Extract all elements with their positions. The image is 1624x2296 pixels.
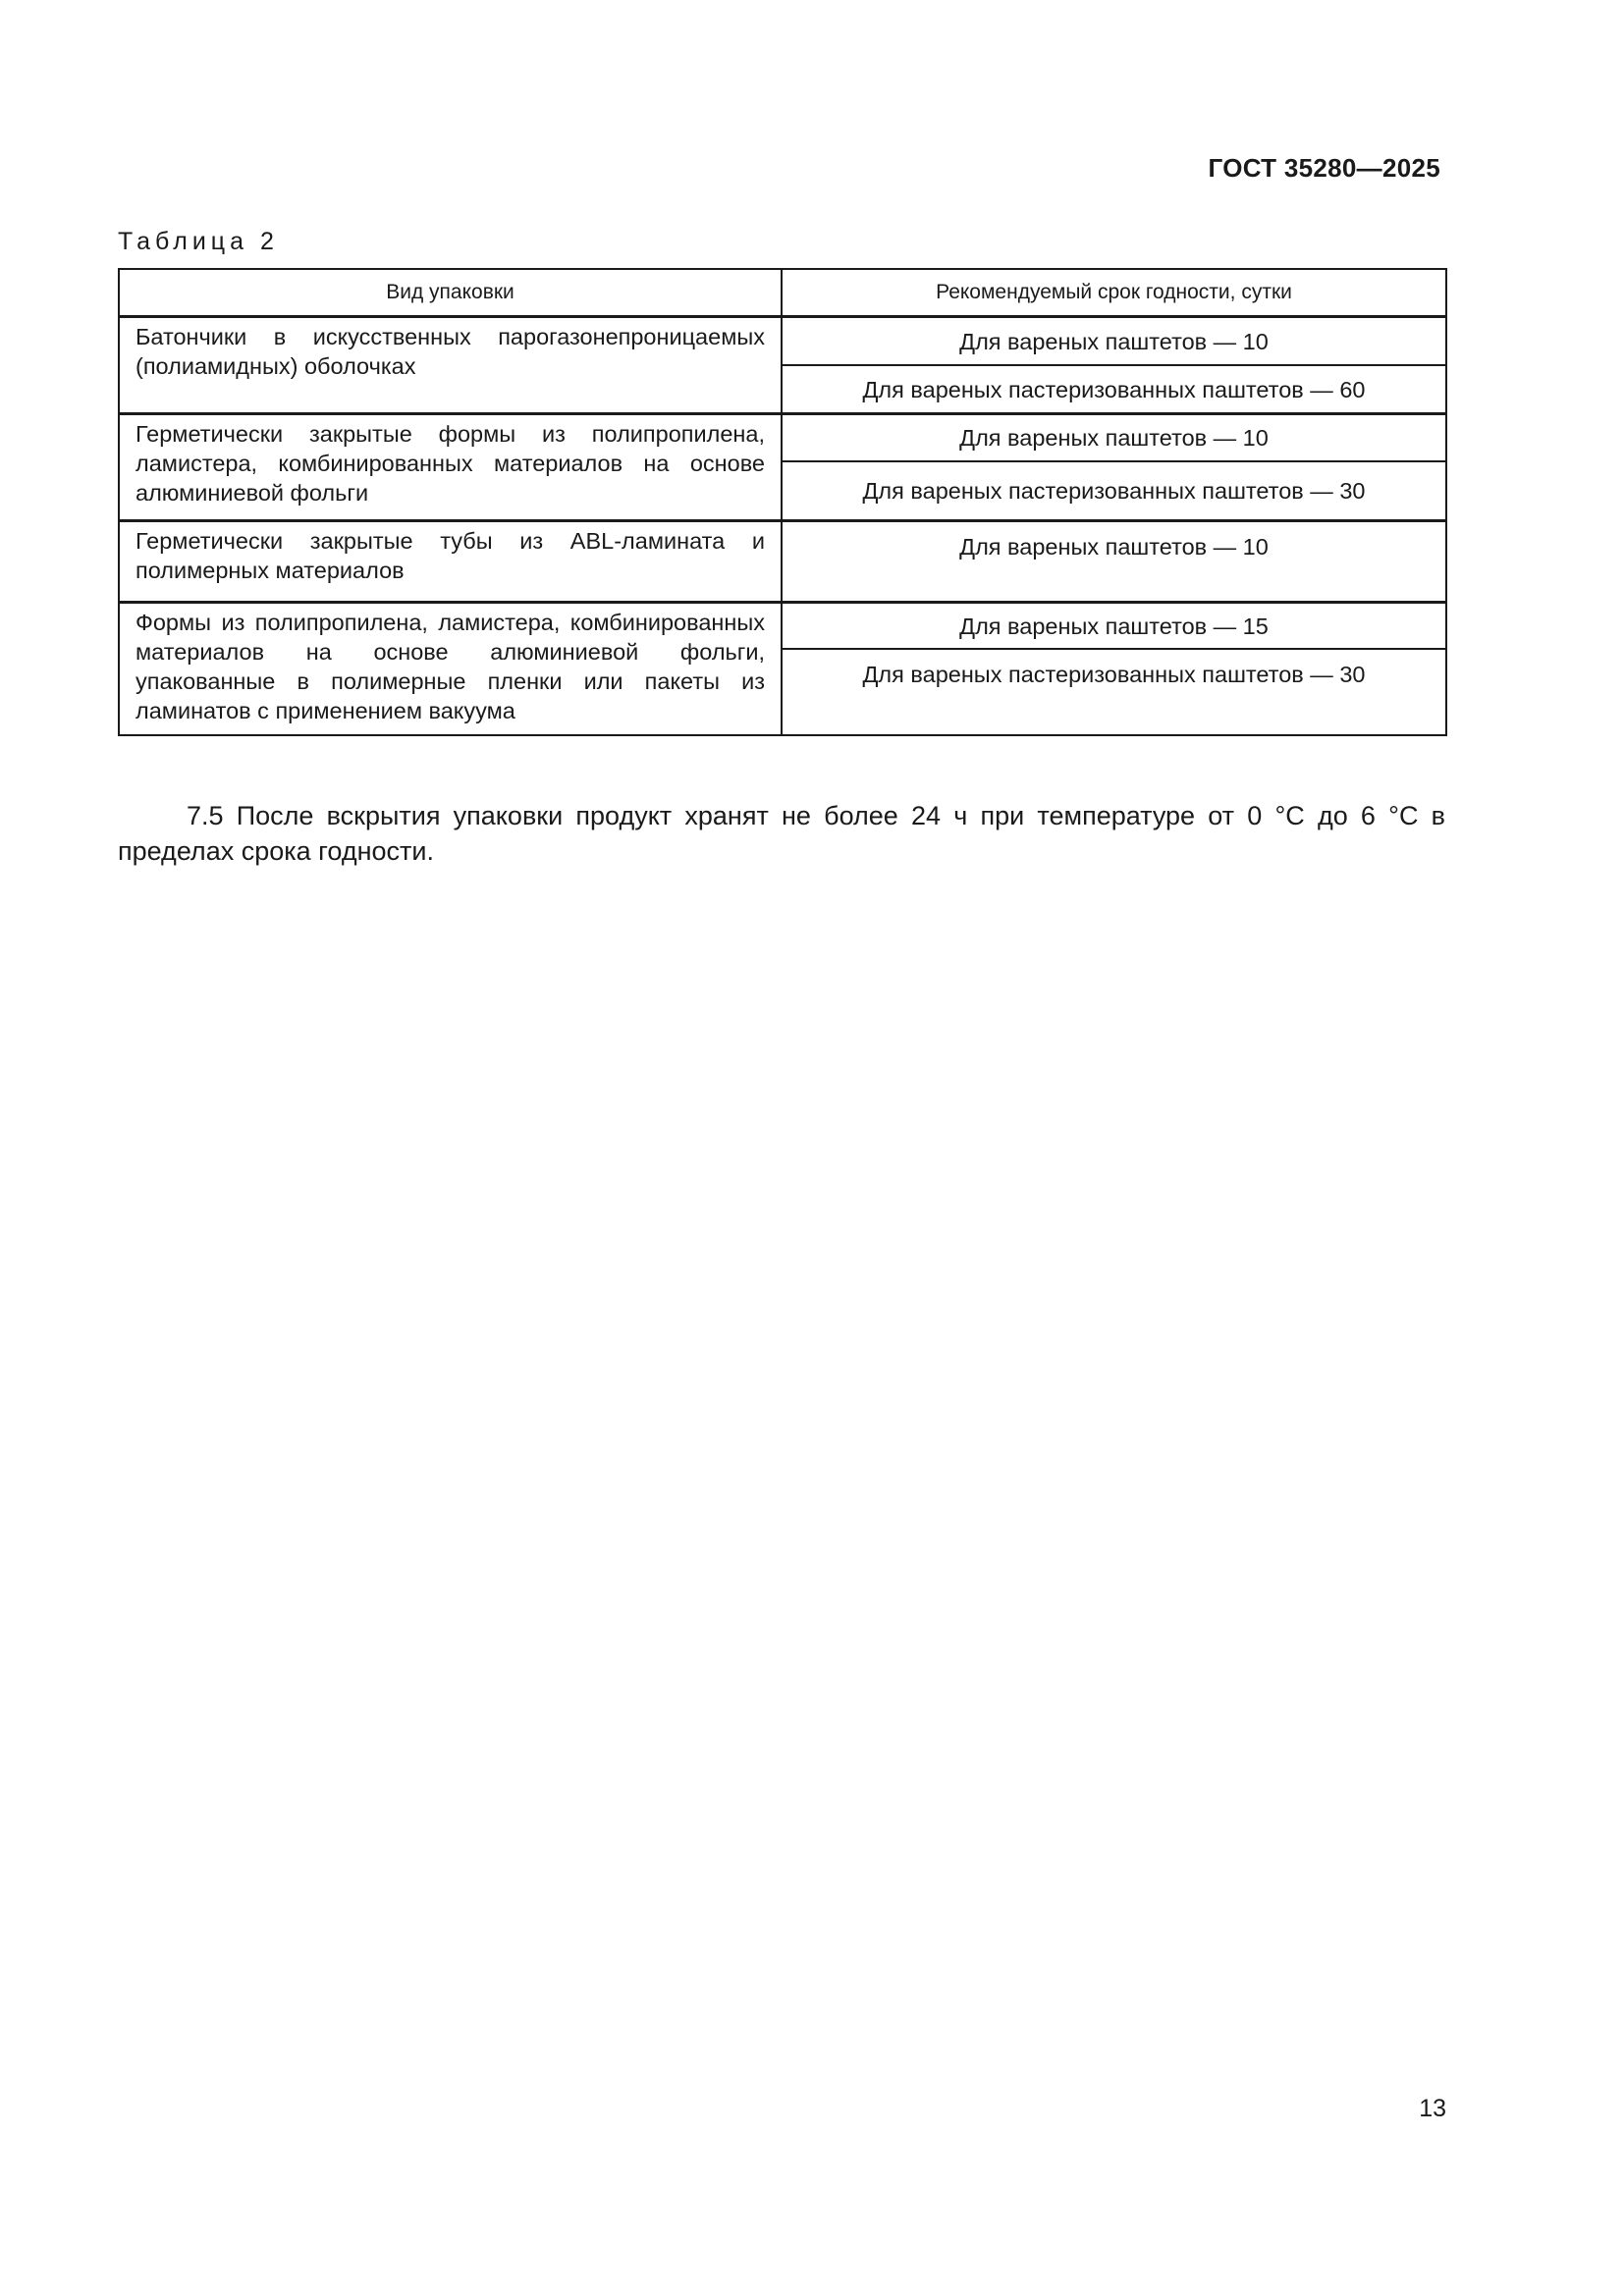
shelf-life-cell: Для вареных паштетов — 10	[782, 317, 1446, 366]
table-header-row	[119, 269, 1446, 317]
shelf-life-cell: Для вареных паштетов — 10	[782, 521, 1446, 603]
packaging-type-cell: Батончики в искусственных парогазонепроницаемых (полиамидных) оболочках	[119, 317, 782, 414]
table-row	[119, 317, 1446, 366]
shelf-life-cell: Для вареных паштетов — 10	[782, 414, 1446, 462]
column-header-shelf-life: Рекомендуемый срок годности, сутки	[782, 269, 1446, 317]
table-row	[119, 603, 1446, 650]
page-number: 13	[1419, 2095, 1446, 2122]
paragraph-7-5: 7.5 После вскрытия упаковки продукт хранят не более 24 ч при температуре от 0 °C до 6 °C в пределах срока годности.	[118, 801, 1445, 866]
packaging-type-cell: Формы из полипропилена, ламистера, комбинированных материалов на основе алюминиевой фольги, упакованные в полимерные пленки или пакеты из ламинатов с применением вакуума	[119, 603, 782, 736]
shelf-life-cell: Для вареных паштетов — 15	[782, 603, 1446, 650]
packaging-type-cell: Герметически закрытые формы из полипропилена, ламистера, комбинированных материалов на основе алюминиевой фольги	[119, 414, 782, 521]
document-code: ГОСТ 35280—2025	[1208, 153, 1440, 183]
shelf-life-cell: Для вареных пастеризованных паштетов — 30	[782, 649, 1446, 735]
table-row	[119, 414, 1446, 462]
column-header-packaging-type: Вид упаковки	[119, 269, 782, 317]
shelf-life-cell: Для вареных пастеризованных паштетов — 60	[782, 365, 1446, 414]
table-caption: Таблица 2	[118, 228, 279, 255]
shelf-life-cell: Для вареных пастеризованных паштетов — 30	[782, 461, 1446, 521]
packaging-type-cell: Герметически закрытые тубы из ABL-ламината и полимерных материалов	[119, 521, 782, 603]
shelf-life-table	[118, 268, 1447, 736]
table-row	[119, 521, 1446, 603]
